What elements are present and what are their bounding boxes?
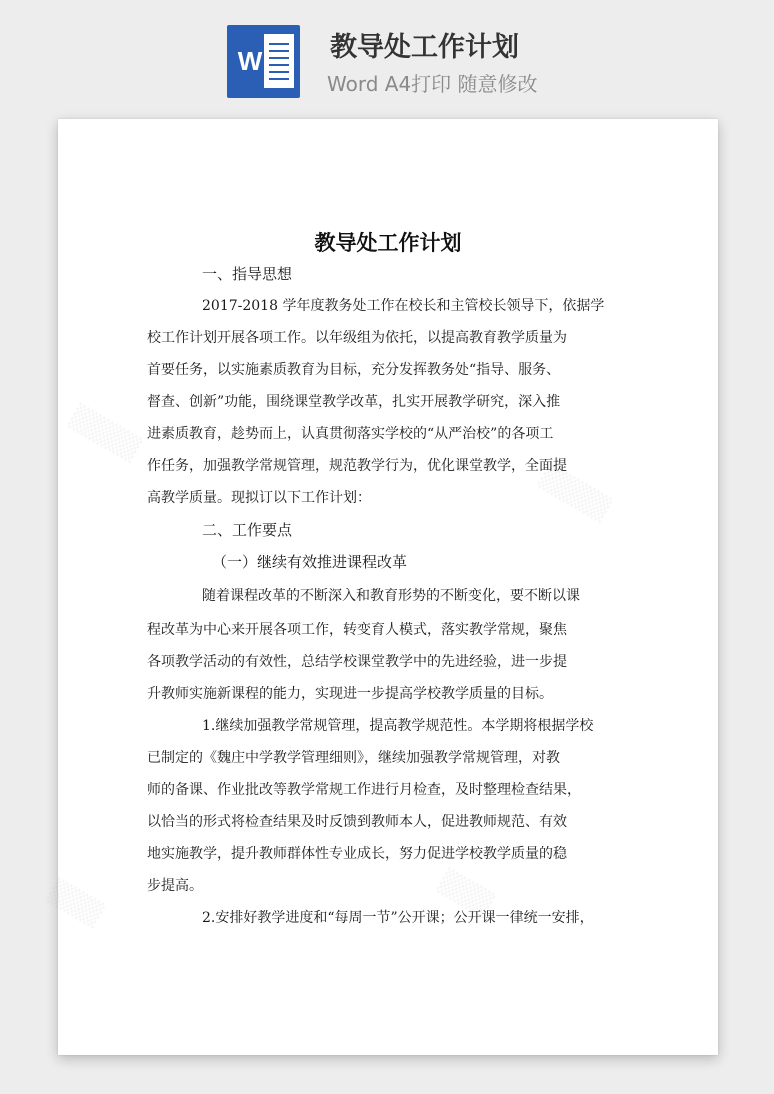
word-icon-letter: W <box>237 46 263 76</box>
paragraph-line: 程改革为中心来开展各项工作，转变育人模式，落实教学常规，聚焦 <box>147 622 567 638</box>
header-subtitle: Word A4打印 随意修改 <box>327 72 538 96</box>
paragraph-line: 各项教学活动的有效性，总结学校课堂教学中的先进经验，进一步提 <box>147 654 567 670</box>
paragraph-line: 师的备课、作业批改等教学常规工作进行月检查，及时整理检查结果， <box>147 782 581 798</box>
paragraph-line: 以恰当的形式将检查结果及时反馈到教师本人，促进教师规范、有效 <box>147 814 567 830</box>
watermark: ▒▒▒ <box>434 867 497 919</box>
watermark: ▒▒▒▒ <box>65 402 144 464</box>
document-title: 教导处工作计划 <box>314 230 462 255</box>
paragraph-line: 1.继续加强教学常规管理，提高教学规范性。本学期将根据学校 <box>202 718 594 734</box>
paragraph-line: 进素质教育，趁势而上，认真贯彻落实学校的“从严治校”的各项工 <box>147 426 554 442</box>
document-page <box>44 119 718 1055</box>
paragraph-line: 督查、创新”功能，围绕课堂教学改革，扎实开展教学研究，深入推 <box>147 394 561 410</box>
section-heading: 二、工作要点 <box>202 521 293 539</box>
paragraph-line: 随着课程改革的不断深入和教育形势的不断变化，要不断以课 <box>202 588 580 604</box>
paragraph-line: 作任务，加强教学常规管理，规范教学行为，优化课堂教学，全面提 <box>147 458 567 474</box>
subsection-heading: （一）继续有效推进课程改革 <box>212 553 408 571</box>
paragraph-line: 2017-2018 学年度教务处工作在校长和主管校长领导下，依据学 <box>202 298 605 314</box>
paragraph-line: 高教学质量。现拟订以下工作计划： <box>147 490 371 506</box>
section-heading: 一、指导思想 <box>202 265 293 283</box>
watermark: ▒▒▒▒ <box>535 462 614 524</box>
paragraph-line: 2.安排好教学进度和“每周一节”公开课；公开课一律统一安排， <box>202 910 594 926</box>
header-title: 教导处工作计划 <box>330 32 519 63</box>
paragraph-line: 升教师实施新课程的能力，实现进一步提高学校教学质量的目标。 <box>147 686 553 702</box>
paragraph-line: 地实施教学，提升教师群体性专业成长，努力促进学校教学质量的稳 <box>147 846 567 862</box>
watermark: ▒▒▒ <box>44 877 107 929</box>
paragraph-line: 步提高。 <box>147 878 203 894</box>
document-preview-header <box>0 0 774 118</box>
paragraph-line: 首要任务，以实施素质教育为目标，充分发挥教务处“指导、服务、 <box>147 362 561 378</box>
paragraph-line: 校工作计划开展各项工作。以年级组为依托，以提高教育教学质量为 <box>147 330 567 346</box>
paragraph-line: 已制定的《魏庄中学教学管理细则》，继续加强教学常规管理，对教 <box>147 750 560 766</box>
word-document-icon <box>227 25 300 98</box>
